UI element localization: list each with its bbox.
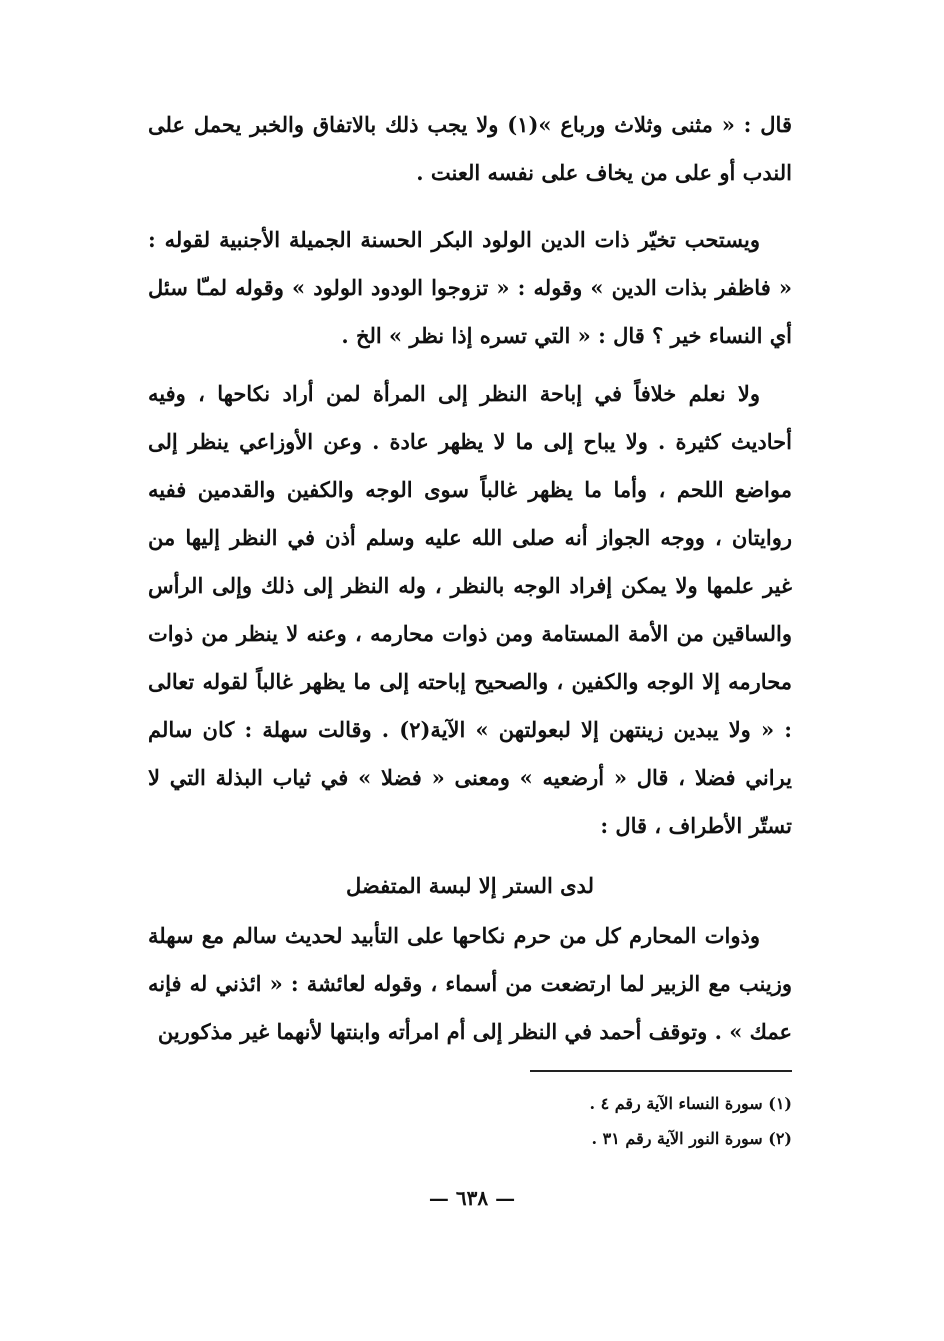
footnotes [400,1086,792,1156]
paragraph-4: وذوات المحارم كل من حرم نكاحها على التأبيد لحديث سالم مع سهلة وزينب مع الزبير لما ارتضعت من أسماء ، وقوله لعائشة : « ائذني له فإنه عمك » . وتوقف أحمد في النظر إلى أم امرأته وابنتها لأنهما غير مذكورين [148,923,792,1044]
paragraph-1: قال : « مثنى وثلاث ورباع »(١) ولا يجب ذلك بالاتفاق والخبر يحمل على الندب أو على من يخاف على نفسه العنت . [148,112,792,185]
footnote-2: (٢) سورة النور الآية رقم ٣١ . [591,1129,792,1148]
poetry-verse: لدى الستر إلا لبسة المتفضل [346,873,594,898]
paragraph-3: ولا نعلم خلافاً في إباحة النظر إلى المرأة لمن أراد نكاحها ، وفيه أحاديث كثيرة . ولا يباح إلى ما لا يظهر عادة . وعن الأوزاعي ينظر إلى مواضع اللحم ، وأما ما يظهر غالباً سوى الوجه والكفين والقدمين ففيه روايتان ، ووجه الجواز أنه صلى الله عليه وسلم أذن في النظر إليها من غير علمها ولا يمكن إفراد الوجه بالنظر ، وله النظر إلى ذلك وإلى الرأس والساقين من الأمة المستامة ومن ذوات محارمه ، وعنه لا ينظر من ذوات محارمه إلا الوجه والكفين ، والصحيح إباحته إلى ما يظهر غالباً لقوله تعالى : « ولا يبدين زينتهن إلا لبعولتهن » الآية(٢) . وقالت سهلة : كان سالم يراني فضلا ، قال « أرضعيه » ومعنى « فضلا » في ثياب البذلة التي لا تستّر الأطراف ، قال : [148,381,793,838]
footnote-1: (١) سورة النساء الآية رقم ٤ . [589,1094,792,1113]
footnote-divider [530,1070,792,1072]
paragraph-2: ويستحب تخيّر ذات الدين الولود البكر الحسنة الجميلة الأجنبية لقوله : « فاظفر بذات الدين » وقوله : « تزوجوا الودود الولود » وقوله لمـّا سئل أي النساء خير ؟ قال : « التي تسره إذا نظر » الخ . [148,227,792,348]
page-number: — ٦٣٨ — [428,1186,516,1210]
